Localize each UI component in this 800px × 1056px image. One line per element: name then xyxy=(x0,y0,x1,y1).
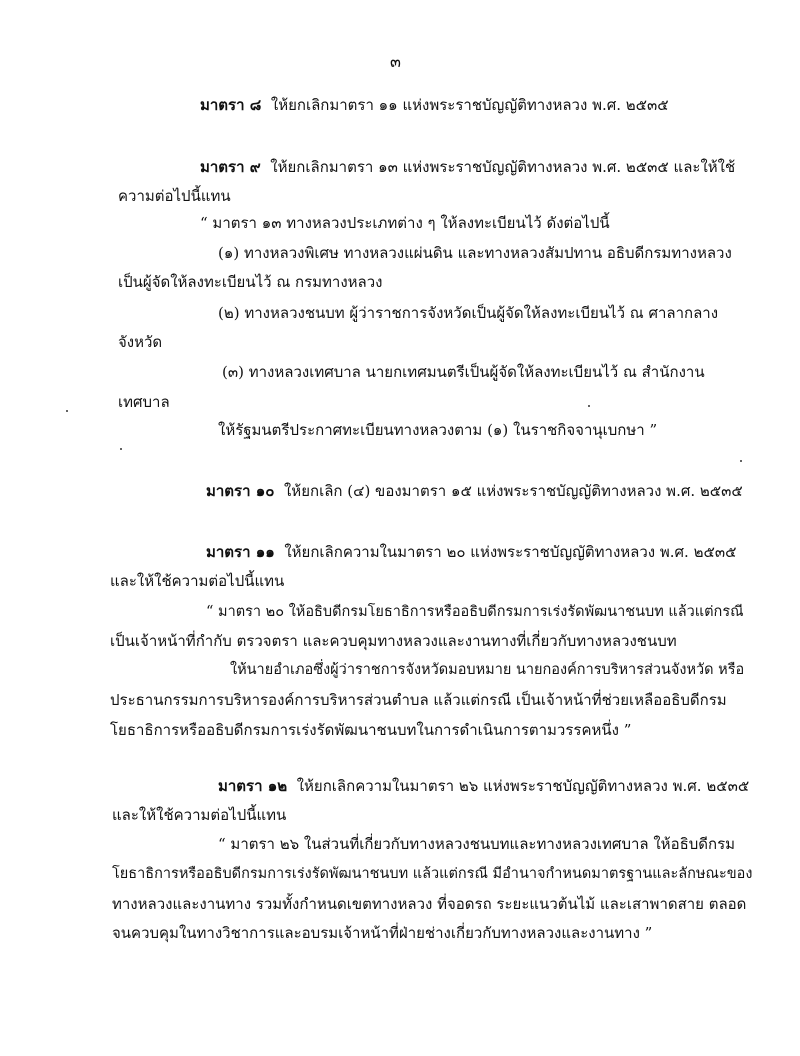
page-number: ๓ xyxy=(390,52,401,71)
section-12-line-2: และให้ใช้ความต่อไปนี้แทน xyxy=(112,806,287,824)
scan-speck xyxy=(120,448,122,450)
section-9-line-6: (๒) ทางหลวงชนบท ผู้ว่าราชการจังหวัดเป็นผู้จัดให้ลงทะเบียนไว้ ณ ศาลากลาง xyxy=(218,304,719,322)
section-11-line-1 xyxy=(206,543,736,562)
section-11-line-4: เป็นเจ้าหน้าที่กำกับ ตรวจตรา และควบคุมทางหลวงและงานทางที่เกี่ยวกับทางหลวงชนบท xyxy=(110,632,677,650)
section-10-heading: มาตรา ๑๐ xyxy=(206,482,275,500)
section-12-line-3: “ มาตรา ๒๖ ในส่วนที่เกี่ยวกับทางหลวงชนบทและทางหลวงเทศบาล ให้อธิบดีกรม xyxy=(218,835,736,853)
section-12-line-5: ทางหลวงและงานทาง รวมทั้งกำหนดเขตทางหลวง ที่จอดรถ ระยะแนวต้นไม้ และเสาพาดสาย ตลอด xyxy=(112,895,747,913)
scan-speck xyxy=(740,460,742,462)
section-12-line-6: จนควบคุมในทางวิชาการและอบรมเจ้าหน้าที่ฝ่ายช่างเกี่ยวกับทางหลวงและงานทาง ” xyxy=(112,924,653,942)
section-10-line-1 xyxy=(206,482,743,501)
section-12-heading: มาตรา ๑๒ xyxy=(218,777,288,795)
section-8-heading: มาตรา ๘ xyxy=(200,96,262,114)
section-9-line-8: (๓) ทางหลวงเทศบาล นายกเทศมนตรีเป็นผู้จัดให้ลงทะเบียนไว้ ณ สำนักงาน xyxy=(222,363,705,381)
section-12-text: ให้ยกเลิกความในมาตรา ๒๖ แห่งพระราชบัญญัติทางหลวง พ.ศ. ๒๕๓๕ xyxy=(296,777,750,795)
section-9-line-10: ให้รัฐมนตรีประกาศทะเบียนทางหลวงตาม (๑) ในราชกิจจานุเบกษา ” xyxy=(218,421,658,439)
section-9-line-2: ความต่อไปนี้แทน xyxy=(118,187,231,205)
section-9-line-1 xyxy=(200,158,735,177)
section-12-line-4: โยธาธิการหรืออธิบดีกรมการเร่งรัดพัฒนาชนบท แล้วแต่กรณี มีอำนาจกำหนดมาตรฐานและลักษณะของ xyxy=(112,866,753,882)
section-8-text: ให้ยกเลิกมาตรา ๑๑ แห่งพระราชบัญญัติทางหลวง พ.ศ. ๒๕๓๕ xyxy=(270,96,669,114)
section-10-text: ให้ยกเลิก (๔) ของมาตรา ๑๕ แห่งพระราชบัญญัติทางหลวง พ.ศ. ๒๕๓๕ xyxy=(283,482,743,500)
section-11-text: ให้ยกเลิกความในมาตรา ๒๐ แห่งพระราชบัญญัติทางหลวง พ.ศ. ๒๕๓๕ xyxy=(284,543,737,561)
scan-speck xyxy=(66,410,68,412)
scan-speck xyxy=(588,405,590,407)
section-9-line-9: เทศบาล xyxy=(118,393,170,411)
section-9-heading: มาตรา ๙ xyxy=(200,158,261,176)
section-11-line-3: “ มาตรา ๒๐ ให้อธิบดีกรมโยธาธิการหรืออธิบดีกรมการเร่งรัดพัฒนาชนบท แล้วแต่กรณี xyxy=(206,604,744,620)
section-11-line-6: ประธานกรรมการบริหารองค์การบริหารส่วนตำบล แล้วแต่กรณี เป็นเจ้าหน้าที่ช่วยเหลืออธิบดีกรม xyxy=(110,691,727,709)
section-9-line-4: (๑) ทางหลวงพิเศษ ทางหลวงแผ่นดิน และทางหลวงสัมปทาน อธิบดีกรมทางหลวง xyxy=(218,244,732,262)
section-8-line-1 xyxy=(200,96,669,115)
section-9-line-7: จังหวัด xyxy=(118,333,163,351)
section-9-text: ให้ยกเลิกมาตรา ๑๓ แห่งพระราชบัญญัติทางหลวง พ.ศ. ๒๕๓๕ และให้ใช้ xyxy=(270,158,736,176)
section-9-line-5: เป็นผู้จัดให้ลงทะเบียนไว้ ณ กรมทางหลวง xyxy=(118,273,383,291)
section-11-heading: มาตรา ๑๑ xyxy=(206,543,275,561)
section-11-line-5: ให้นายอำเภอซึ่งผู้ว่าราชการจังหวัดมอบหมาย นายกองค์การบริหารส่วนจังหวัด หรือ xyxy=(230,662,745,678)
section-11-line-7: โยธาธิการหรืออธิบดีกรมการเร่งรัดพัฒนาชนบทในการดำเนินการตามวรรคหนึ่ง ” xyxy=(110,721,632,739)
section-12-line-1 xyxy=(218,777,749,796)
section-11-line-2: และให้ใช้ความต่อไปนี้แทน xyxy=(110,572,285,590)
section-9-line-3: “ มาตรา ๑๓ ทางหลวงประเภทต่าง ๆ ให้ลงทะเบียนไว้ ดังต่อไปนี้ xyxy=(200,214,610,232)
